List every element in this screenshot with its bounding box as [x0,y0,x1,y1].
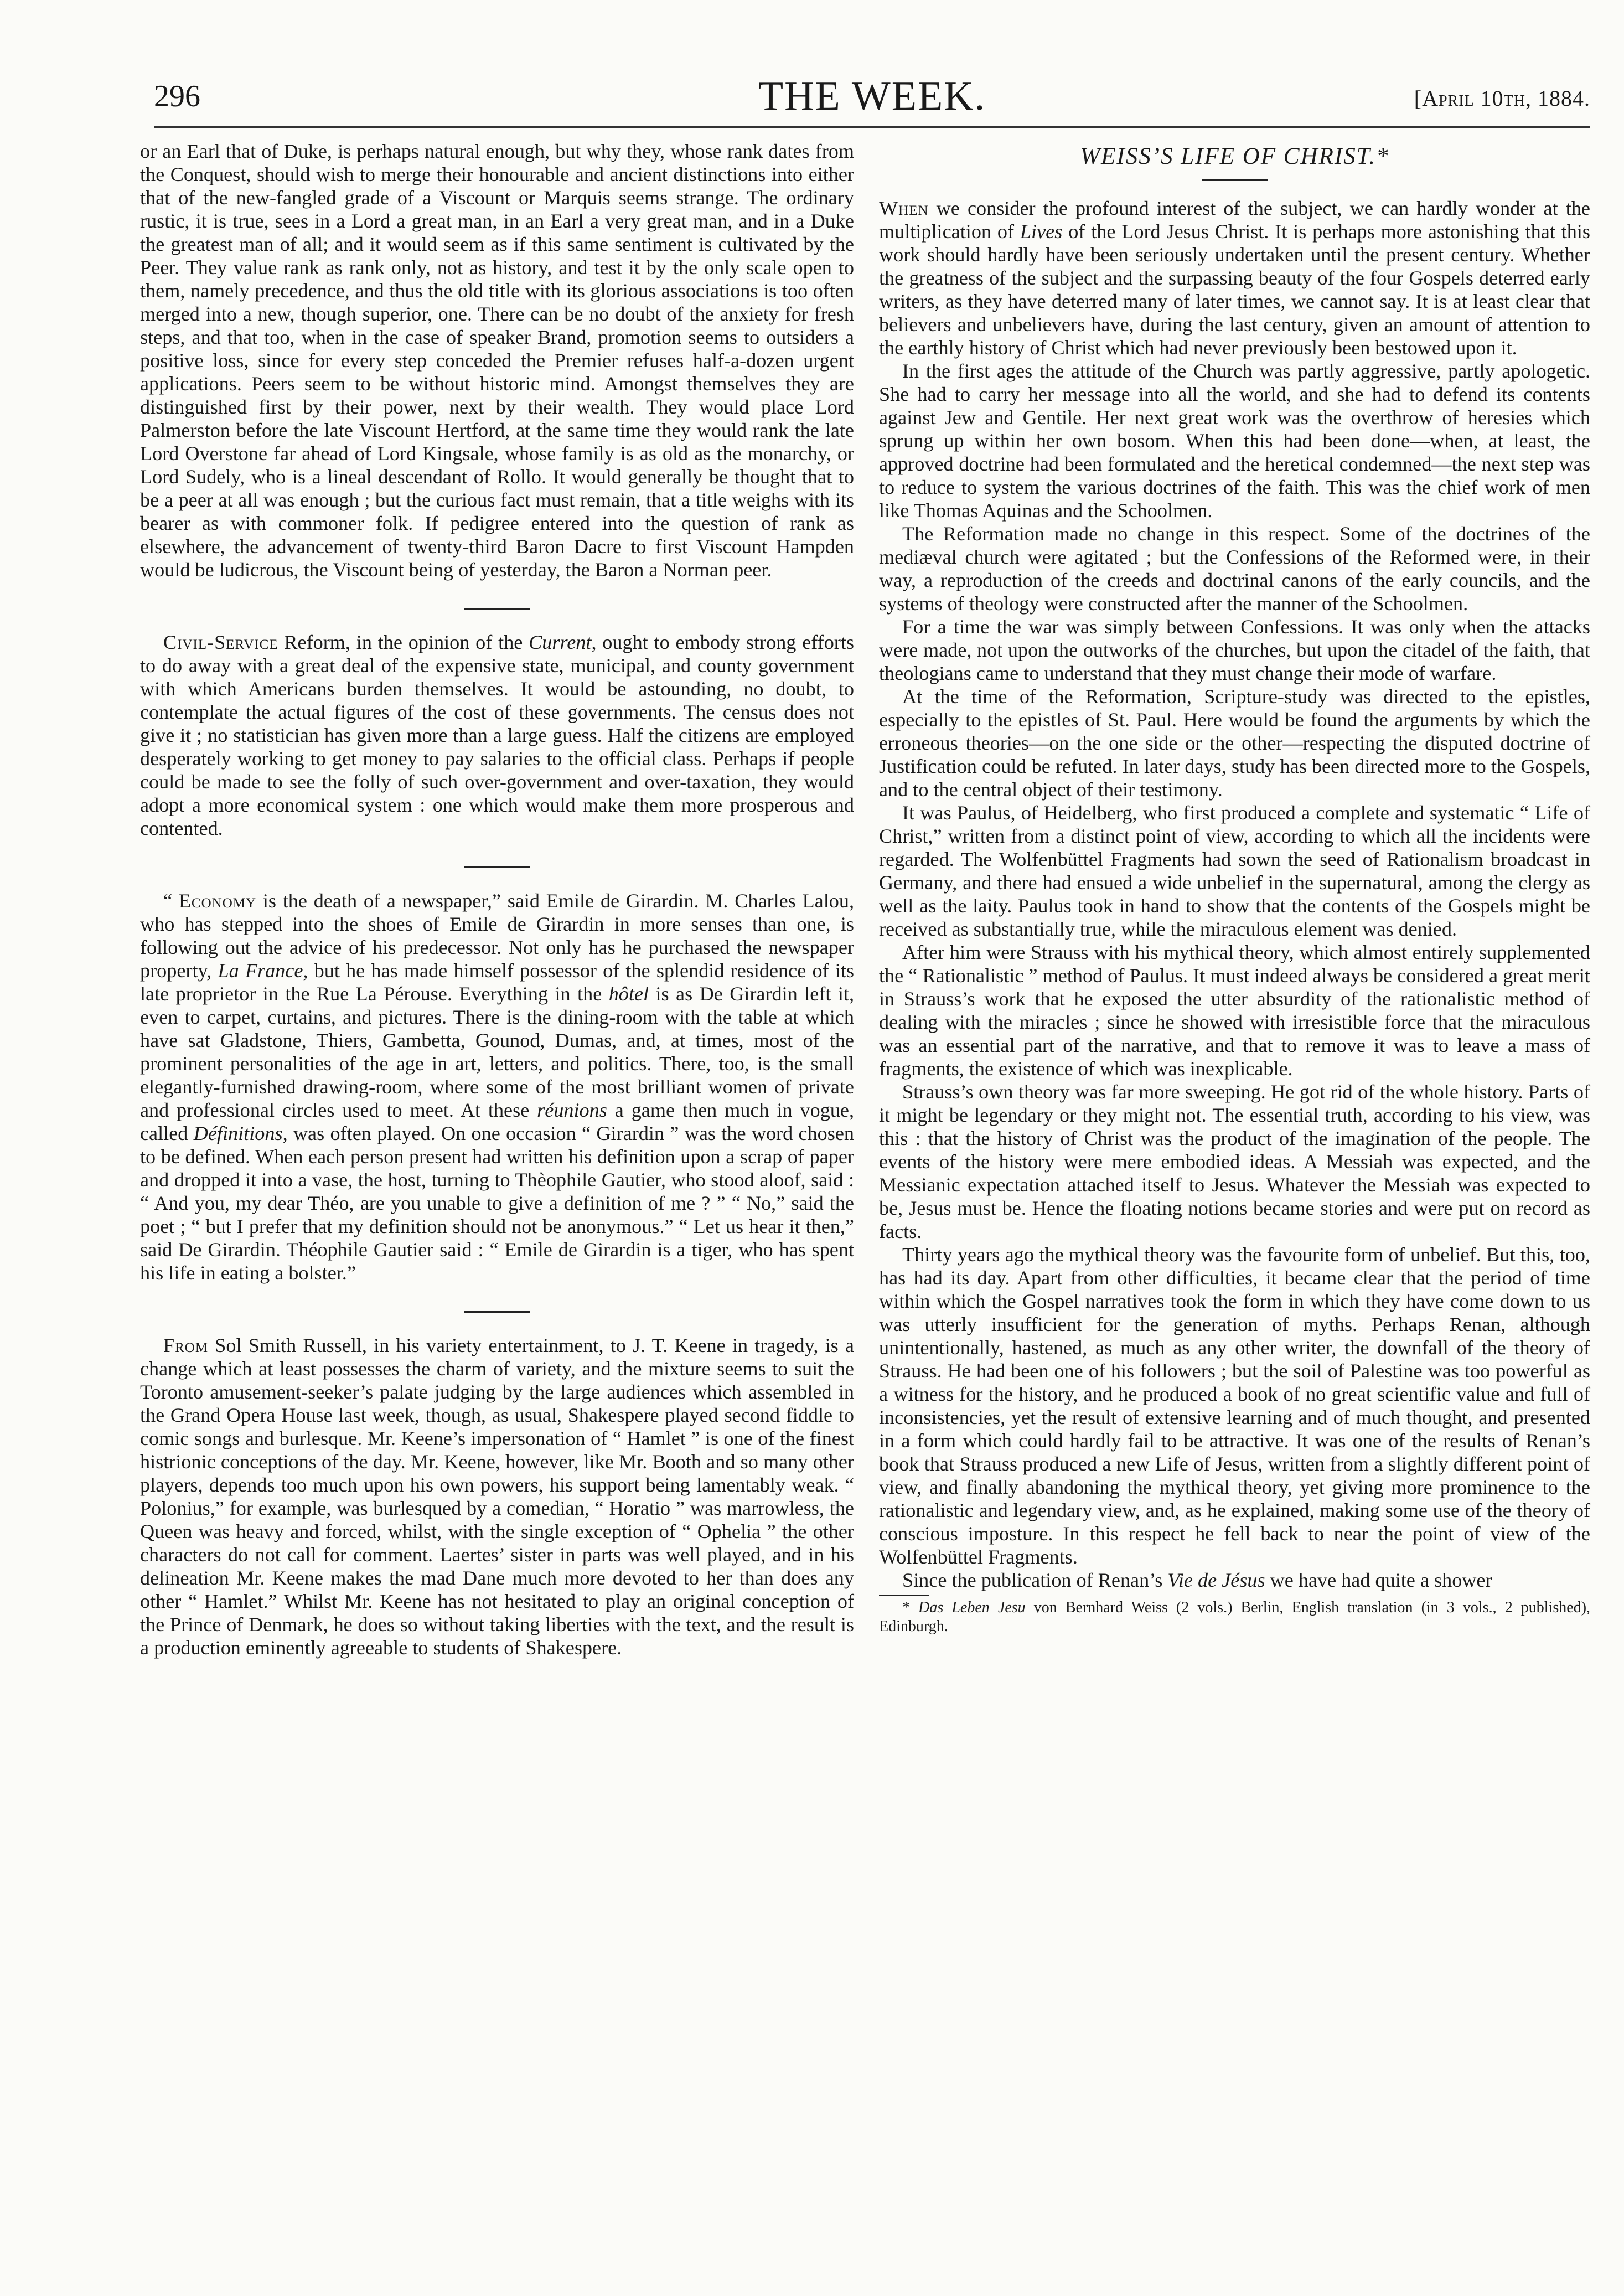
header-rule [154,126,1590,128]
footnote: * Das Leben Jesu von Bernhard Weiss (2 vols.) Berlin, English translation (in 3 vols., 2 published), Edinburgh. [879,1599,1591,1635]
section-divider [464,866,530,868]
section-divider [464,608,530,610]
article-paragraph: At the time of the Reformation, Scripture-study was directed to the epistles, especially to the epistles of St. Paul. Here would be found the arguments by which the erroneous theories—on the one side or the other—respecting the disputed doctrine of Justification could be refuted. In later days, study has been directed more to the Gospels, and to the central object of their testimony. [879,685,1590,801]
lead-word: Economy [178,890,257,912]
lead-word: From [163,1334,209,1356]
lead-word: When [879,197,929,219]
article-paragraph: When we consider the profound interest of the subject, we can hardly wonder at the multiplication of Lives of the Lord Jesus Christ. It is perhaps more astonishing that this work should hardly have been seriously undertaken until the present century. Whether the greatness of the subject and the surpassing beauty of the four Gospels deterred early writers, as they have deterred many of later times, we cannot say. It is at least clear that believers and unbelievers have, during the last century, given an amount of attention to the earthly history of Christ which had never previously been bestowed upon it. [879,197,1590,359]
article-title: WEISS’S LIFE OF CHRIST.* [1080,143,1389,169]
current-title: Current [529,631,592,653]
title-divider [1202,179,1268,181]
masthead: THE WEEK. [758,74,986,119]
article-paragraph: The Reformation made no change in this respect. Some of the doctrines of the mediæval church were agitated ; but the Confessions of the Reformed were, in their way, a reproduction of the creeds and doctrinal canons of the early councils, and the systems of theology were constructed after the manner of the Schoolmen. [879,523,1590,615]
issue-date: [April 10th, 1884. [1414,86,1590,111]
civil-service-paragraph: Civil-Service Reform, in the opinion of the Current, ought to embody strong efforts to do away with a great deal of the expensive state, municipal, and county government with which Americans burden themselves. It would be astounding, no doubt, to contemplate the actual figures of the cost of these governments. The census does not give it ; no statistician has given more than a large guess. Half the citizens are employed desperately working to get money to pay salaries to the official class. Perhaps if people could be made to see the folly of such over-government and over-taxation, they would adopt a more economical system : one which would make them more prosperous and contented. [140,631,854,839]
page-number: 296 [154,79,200,113]
footnote-rule [879,1595,929,1596]
right-column [879,140,1590,1636]
article-paragraph: After him were Strauss with his mythical theory, which almost entirely supplemented the “ Rationalistic ” method of Paulus. It must indeed always be considered a great merit in Strauss’s work that he exposed the utter absurdity of the rationalistic method of dealing with the miracles ; since he showed with irresistible force that the miraculous was an essential part of the narrative, and that to remove it was to leave a mass of fragments, the existence of which was inexplicable. [879,941,1590,1080]
article-paragraph: Since the publication of Renan’s Vie de Jésus we have had quite a shower [902,1569,1492,1591]
peerage-paragraph: or an Earl that of Duke, is perhaps natural enough, but why they, whose rank dates from the Conquest, should wish to merge their honourable and ancient distinctions into either that of the new-fangled grade of a Viscount or Marquis seems strange. The ordinary rustic, it is true, sees in a Lord a great man, in an Earl a very great man, and in a Duke the greatest man of all; and it would seem as if this same sentiment is cultivated by the Peer. They value rank as rank only, not as history, and test it by the only scale open to them, namely precedence, and thus the old title with its glorious associations is too often merged into a new, though superior, one. There can be no doubt of the anxiety for fresh steps, and that too, when in the case of speaker Brand, promotion seems to outsiders a positive loss, since for every step conceded the Premier refuses half-a-dozen urgent applications. Peers seem to be without historic mind. Amongst themselves they are distinguished first by their power, next by their wealth. They would place Lord Palmerston before the late Viscount Hertford, at the same time they would rank the late Lord Overstone far ahead of Lord Kingsale, whose family is as old as the monarchy, or Lord Sudely, who is a lineal descendant of Rollo. It would generally be thought that to be a peer at all was enough ; but the curious fact must remain, that a title weighs with its bearer as with commoner folk. If pedigree entered into the question of rank as elsewhere, the advancement of twenty-third Baron Dacre to first Viscount Hampden would be ludicrous, the Viscount being of yesterday, the Baron a Norman peer. [140,140,854,581]
lead-word: Civil-Service [163,631,278,653]
article-paragraph: In the first ages the attitude of the Church was partly aggressive, partly apologetic. She had to carry her message into all the world, and she had to defend its contents against Jew and Gentile. Her next great work was the overthrow of heresies which sprung up within her own bosom. When this had been done—when, at least, the approved doctrine had been formulated and the heretical condemned—the next step was to reduce to system the various doctrines of the faith. This was the chief work of men like Thomas Aquinas and the Schoolmen. [879,360,1590,522]
left-column [140,140,854,1659]
article-paragraph: Thirty years ago the mythical theory was the favourite form of unbelief. But this, too, has had its day. Apart from other difficulties, it became clear that the period of time within which the Gospel narratives took the form in which they have come down to us was utterly insufficient for the generation of myths. Perhaps Renan, although unintentionally, hastened, as much as any other writer, the downfall of the theory of Strauss. He had been one of his followers ; but the soil of Palestine was too powerful as a witness for the history, and he produced a book of no great scientific value and full of inconsistencies, yet the result of extensive learning and of much thought, and presented in a form which could hardly fail to be attractive. It was one of the results of Renan’s book that Strauss produced a new Life of Jesus, written from a slightly different point of view, and finally abandoning the mythical theory, yet giving more prominence to the rationalistic and legendary view, and, as he explained, making some use of the theory of conscious imposture. In this respect he fell back to near the point of view of the Wolfenbüttel Fragments. [879,1244,1590,1568]
girardin-paragraph: “ Economy is the death of a newspaper,” said Emile de Girardin. M. Charles Lalou, who has stepped into the shoes of Emile de Girardin in more senses than one, is following out the advice of his predecessor. Not only has he purchased the newspaper property, La France, but he has made himself possessor of the splendid residence of its late proprietor in the Rue La Pérouse. Everything in the hôtel is as De Girardin left it, even to carpet, curtains, and pictures. There is the dining-room with the table at which have sat Gladstone, Thiers, Gambetta, Gounod, Dumas, and, at times, most of the prominent personalities of the age in art, letters, and politics. There, too, is the small elegantly-furnished drawing-room, where some of the most brilliant women of private and professional circles used to meet. At these réunions a game then much in vogue, called Définitions, was often played. On one occasion “ Girardin ” was the word chosen to be defined. When each person present had written his definition upon a scrap of paper and dropped it into a vase, the host, turning to Thèophile Gautier, who stood aloof, said : “ And you, my dear Théo, are you unable to give a definition of me ? ” “ No,” said the poet ; “ but I prefer that my definition should not be anonymous.” “ Let us hear it then,” said De Girardin. Théophile Gautier said : “ Emile de Girardin is a tiger, who has spent his life in eating a bolster.” [140,890,855,1284]
article-paragraph: Strauss’s own theory was far more sweeping. He got rid of the whole history. Parts of it might be legendary or they might not. The essential truth, according to his view, was this : that the history of Christ was the product of the imagination of the people. The events of the history were mere embodied ideas. A Messiah was expected, and the Messianic expectation attached itself to Jesus. Whatever the Messiah was expected to be, Jesus must be. Hence the floating notions became stories and were put on record as facts. [879,1081,1590,1242]
article-paragraph: For a time the war was simply between Confessions. It was only when the attacks were made, not upon the outworks of the churches, but upon the citadel of the faith, that theologians came to understand that they must change their mode of warfare. [879,616,1590,684]
article-paragraph: It was Paulus, of Heidelberg, who first produced a complete and systematic “ Life of Christ,” written from a distinct point of view, according to which all the incidents were regarded. The Wolfenbüttel Fragments had sown the seed of Rationalism broadcast in Germany, and there had ensued a wide unbelief in the supernatural, among the clergy as well as the laity. Paulus took in hand to show that the contents of the Gospels might be received as substantially true, while the miraculous element was denied. [879,802,1590,940]
section-divider [464,1311,530,1313]
keene-paragraph: From Sol Smith Russell, in his variety entertainment, to J. T. Keene in tragedy, is a change which at least possesses the charm of variety, and the mixture seems to suit the Toronto amusement-seeker’s palate judging by the large audiences which assembled in the Grand Opera House last week, though, as usual, Shakespere played second fiddle to comic songs and burlesque. Mr. Keene’s impersonation of “ Hamlet ” is one of the finest histrionic conceptions of the day. Mr. Keene, however, like Mr. Booth and so many other players, depends too much upon his own powers, his support being lamentably weak. “ Polonius,” for example, was burlesqued by a comedian, “ Horatio ” was marrowless, the Queen was heavy and forced, whilst, with the single exception of “ Ophelia ” the other characters do not call for comment. Laertes’ sister in parts was well played, and in his delineation Mr. Keene makes the mad Dane much more devoted to her than does any other “ Hamlet.” Whilst Mr. Keene has not hesitated to play an original conception of the Prince of Denmark, he does so without taking liberties with the text, and the result is a production eminently agreeable to students of Shakespere. [140,1334,854,1659]
page-header [154,73,1590,126]
